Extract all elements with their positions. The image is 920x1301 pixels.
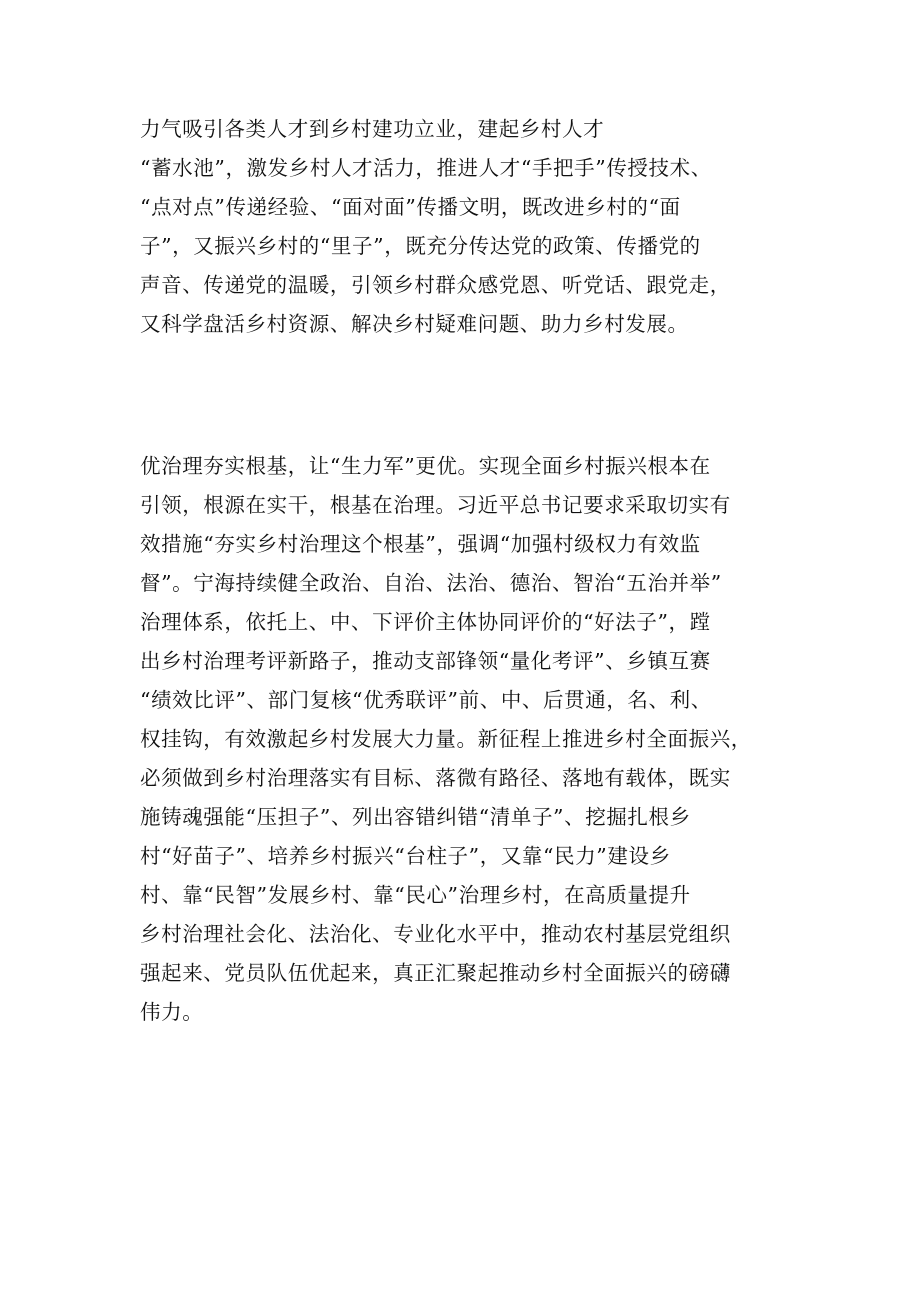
text-line: 优治理夯实根基，让“生力军”更优。实现全面乡村振兴根本在 — [140, 454, 711, 478]
text-line: 施铸魂强能“压担子”、列出容错纠错“清单子”、挖掘扎根乡 — [140, 805, 691, 829]
text-line: 督”。宁海持续健全政治、自治、法治、德治、智治“五治并举” — [140, 571, 722, 595]
text-line: 伟力。 — [140, 1000, 204, 1024]
text-line: 出乡村治理考评新路子，推动支部锋领“量化考评”、乡镇互赛 — [140, 649, 711, 673]
paragraph-governance — [140, 447, 800, 1032]
text-line: “蓄水池”，激发乡村人才活力，推进人才“手把手”传授技术、 — [140, 156, 712, 180]
text-line: 村“好苗子”、培养乡村振兴“台柱子”，又靠“民力”建设乡 — [140, 844, 671, 868]
text-line: 子”，又振兴乡村的“里子”，既充分传达党的政策、传播党的 — [140, 234, 701, 258]
text-line: 村、靠“民智”发展乡村、靠“民心”治理乡村，在高质量提升 — [140, 883, 691, 907]
text-line: 乡村治理社会化、法治化、专业化水平中，推动农村基层党组织 — [140, 922, 731, 946]
text-line: 效措施“夯实乡村治理这个根基”，强调“加强村级权力有效监 — [140, 532, 701, 556]
text-line: “绩效比评”、部门复核“优秀联评”前、中、后贯通，名、利、 — [140, 688, 712, 712]
text-line: “点对点”传递经验、“面对面”传播文明，既改进乡村的“面 — [140, 195, 681, 219]
text-line: 治理体系，依托上、中、下评价主体协同评价的“好法子”，蹚 — [140, 610, 711, 634]
text-line: 必须做到乡村治理落实有目标、落微有路径、落地有载体，既实 — [140, 766, 731, 790]
text-line: 引领，根源在实干，根基在治理。习近平总书记要求采取切实有 — [140, 493, 731, 517]
paragraph-talent — [140, 110, 800, 344]
text-line: 力气吸引各类人才到乡村建功立业，建起乡村人才 — [140, 117, 605, 141]
text-line: 权挂钩，有效激起乡村发展大力量。新征程上推进乡村全面振兴， — [140, 727, 752, 751]
text-line: 又科学盘活乡村资源、解决乡村疑难问题、助力乡村发展。 — [140, 312, 689, 336]
text-line: 声音、传递党的温暖，引领乡村群众感党恩、听党话、跟党走， — [140, 273, 731, 297]
text-line: 强起来、党员队伍优起来，真正汇聚起推动乡村全面振兴的磅礴 — [140, 961, 731, 985]
